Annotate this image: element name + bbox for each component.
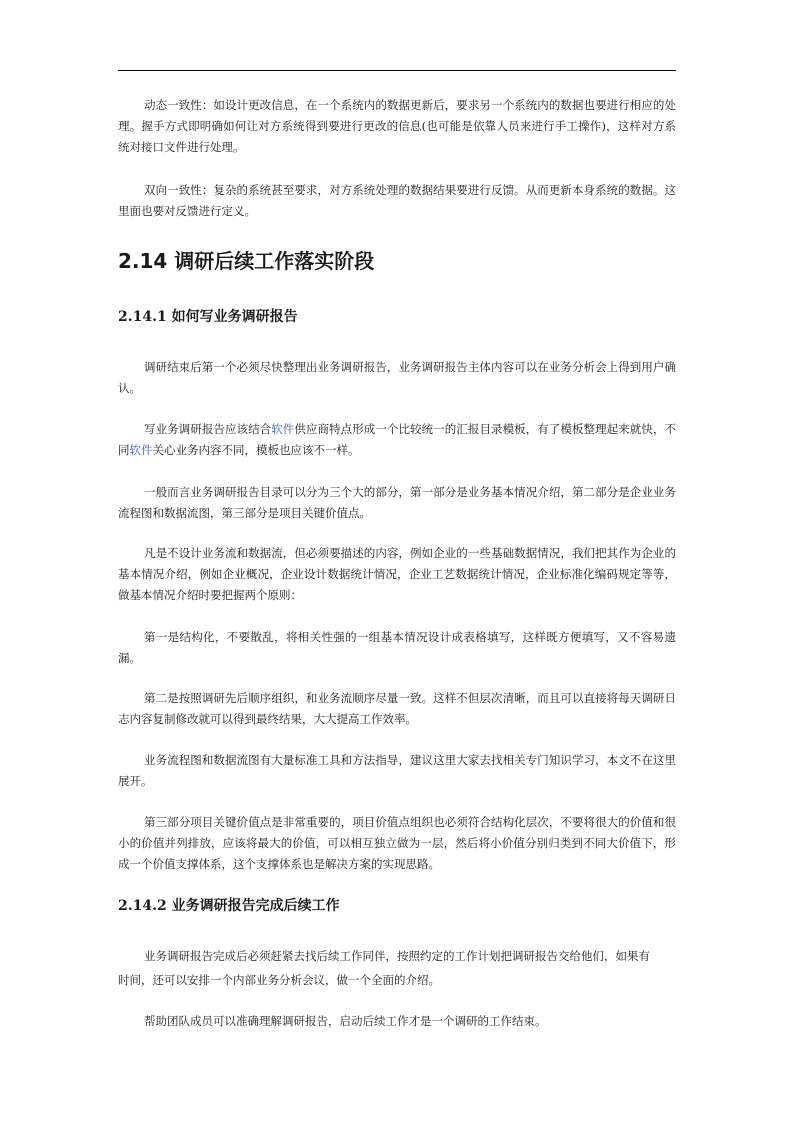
paragraph-principle-1: 第一是结构化，不要散乱，将相关性强的一组基本情况设计成表格填写，这样既方便填写，又不容易遗漏。 — [118, 630, 676, 665]
text-segment: 关心业务内容不同，模板也应该不一样。 — [152, 443, 360, 457]
text-segment: 时间，还可以安排一个内部业务分析会议，做一个全面的介绍。 — [118, 973, 440, 987]
paragraph-report-outline: 一般而言业务调研报告目录可以分为三个大的部分，第一部分是业务基本情况介绍，第二部分是企业业务流程图和数据流图，第三部分是项目关键价值点。 — [118, 485, 676, 520]
paragraph-follow-up: 业务调研报告完成后必须赶紧去找后续工作同伴，按照约定的工作计划把调研报告交给他们，如果有 — [144, 949, 650, 963]
paragraph-value-points: 第三部分项目关键价值点是非常重要的，项目价值点组织也必须符合结构化层次，不要将很大的价值和很小的价值并列排放，应该将最大的价值，可以相互独立做为一层，然后将小价值分别归类到不同大价值下，形成一个价值支撑体系，这个支撑体系也是解决方案的实现思路。 — [118, 815, 676, 871]
paragraph-report-template — [118, 419, 676, 461]
software-link[interactable]: 软件 — [129, 443, 153, 457]
section-heading-2-14: 2.14 调研后续工作落实阶段 — [118, 249, 375, 273]
paragraph-basic-info: 凡是不设计业务流和数据流，但必须要描述的内容，例如企业的一些基础数据情况，我们把其作为企业的基本情况介绍，例如企业概况，企业设计数据统计情况，企业工艺数据统计情况，企业标准化编码规定等等，做基本情况介绍时要把握两个原则： — [118, 546, 676, 602]
subsection-heading-2-14-2: 2.14.2 业务调研报告完成后续工作 — [118, 898, 340, 914]
software-link[interactable]: 软件 — [271, 422, 295, 436]
paragraph-dynamic-consistency: 动态一致性：如设计更改信息，在一个系统内的数据更新后，要求另一个系统内的数据也要进行相应的处理。握手方式即明确如何让对方系统得到要进行更改的信息(也可能是依靠人员来进行手工操作)，这样对方系统对接口文件进行处理。 — [118, 98, 676, 154]
paragraph-closing: 帮助团队成员可以准确理解调研报告，启动后续工作才是一个调研的工作结束。 — [144, 1014, 547, 1028]
header-rule — [118, 70, 676, 71]
text-segment: 写业务调研报告应该结合 — [144, 422, 272, 436]
paragraph-principle-2: 第二是按照调研先后顺序组织，和业务流顺序尽量一致。这样不但层次清晰，而且可以直接将每天调研日志内容复制修改就可以得到最终结果，大大提高工作效率。 — [118, 691, 676, 726]
paragraph-flowcharts: 业务流程图和数据流图有大量标准工具和方法指导，建议这里大家去找相关专门知识学习，本文不在这里展开。 — [118, 753, 676, 788]
paragraph-report-summary: 调研结束后第一个必须尽快整理出业务调研报告，业务调研报告主体内容可以在业务分析会上得到用户确认。 — [118, 360, 676, 395]
clipped-text-line — [118, 970, 676, 987]
text-segment: 供应商特点形成一个比较统一的汇报目录模板，有了模板整理起来就快，不同 — [118, 422, 677, 457]
paragraph-bidirectional-consistency: 双向一致性：复杂的系统甚至要求，对方系统处理的数据结果要进行反馈。从而更新本身系统的数据。这里面也要对反馈进行定义。 — [118, 183, 676, 218]
subsection-heading-2-14-1: 2.14.1 如何写业务调研报告 — [118, 309, 298, 325]
